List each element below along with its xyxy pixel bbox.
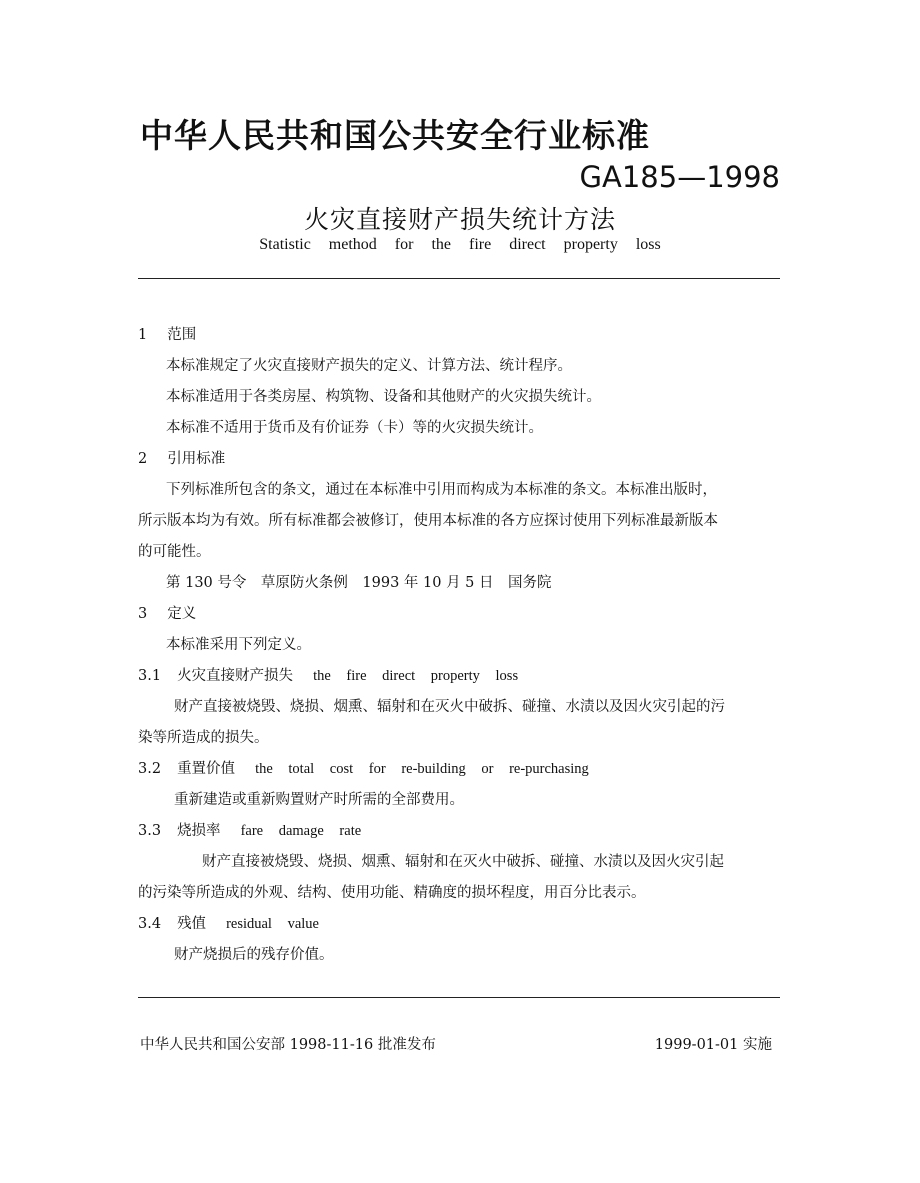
definition-3-1-heading bbox=[138, 664, 788, 685]
section-2-heading bbox=[138, 447, 788, 468]
referenced-standard: 第 130 号令 草原防火条例 1993 年 10 月 5 日 国务院 bbox=[166, 575, 552, 591]
definition-text: 重新建造或重新购置财产时所需的全部费用。 bbox=[174, 792, 464, 808]
definition-3-3-heading bbox=[138, 819, 788, 840]
paragraph-line: 下列标准所包含的条文，通过在本标准中引用而构成为本标准的条文。本标准出版时， bbox=[166, 482, 717, 498]
paragraph-line: 所示版本均为有效。所有标准都会被修订，使用本标准的各方应探讨使用下列标准最新版本 bbox=[138, 513, 718, 529]
document-subtitle: Statistic method for the fire direct property loss bbox=[259, 236, 661, 253]
clause-number: 3.1 bbox=[138, 668, 162, 684]
paragraph: 本标准采用下列定义。 bbox=[166, 637, 311, 653]
header-divider bbox=[138, 278, 780, 279]
section-title: 定义 bbox=[167, 606, 197, 622]
document-title: 火灾直接财产损失统计方法 bbox=[303, 205, 616, 234]
definition-text: 财产直接被烧毁、烧损、烟熏、辐射和在灭火中破拆、碰撞、水渍以及因火灾引起 bbox=[202, 854, 724, 870]
paragraph: 本标准不适用于货币及有价证券（卡）等的火灾损失统计。 bbox=[166, 420, 543, 436]
section-1-heading bbox=[138, 323, 788, 344]
term-english: the fire direct property loss bbox=[313, 668, 519, 684]
paragraph: 本标准适用于各类房屋、构筑物、设备和其他财产的火灾损失统计。 bbox=[166, 389, 601, 405]
definition-3-4-heading bbox=[138, 912, 788, 933]
term: 烧损率 bbox=[177, 823, 221, 839]
issued-date: 中华人民共和国公安部 1998-11-16 批准发布 bbox=[140, 1037, 436, 1053]
term: 火灾直接财产损失 bbox=[177, 668, 294, 684]
clause-number: 3.3 bbox=[138, 823, 162, 839]
definition-text: 财产烧损后的残存价值。 bbox=[174, 947, 334, 963]
section-title: 引用标准 bbox=[167, 451, 226, 467]
section-number: 3 bbox=[138, 606, 148, 622]
section-3-heading bbox=[138, 602, 788, 623]
section-title: 范围 bbox=[167, 327, 197, 343]
standard-title: 中华人民共和国公共安全行业标准 bbox=[140, 116, 650, 155]
footer-divider bbox=[138, 997, 780, 998]
standard-code: GA185—1998 bbox=[579, 160, 780, 194]
definition-text: 财产直接被烧毁、烧损、烟熏、辐射和在灭火中破拆、碰撞、水渍以及因火灾引起的污 bbox=[174, 699, 725, 715]
definition-text: 染等所造成的损失。 bbox=[138, 730, 269, 746]
term-english: fare damage rate bbox=[240, 823, 362, 839]
definition-text: 的污染等所造成的外观、结构、使用功能、精确度的损坏程度，用百分比表示。 bbox=[138, 885, 646, 901]
term: 重置价值 bbox=[177, 761, 236, 777]
section-number: 1 bbox=[138, 327, 148, 343]
clause-number: 3.2 bbox=[138, 761, 162, 777]
paragraph: 本标准规定了火灾直接财产损失的定义、计算方法、统计程序。 bbox=[166, 358, 572, 374]
section-number: 2 bbox=[138, 451, 148, 467]
term: 残值 bbox=[177, 916, 207, 932]
paragraph-line: 的可能性。 bbox=[138, 544, 211, 560]
definition-3-2-heading bbox=[138, 757, 788, 778]
effective-date: 1999-01-01 实施 bbox=[654, 1037, 772, 1053]
term-english: residual value bbox=[226, 916, 319, 932]
term-english: the total cost for re-building or re-purchasing bbox=[255, 761, 589, 777]
clause-number: 3.4 bbox=[138, 916, 162, 932]
